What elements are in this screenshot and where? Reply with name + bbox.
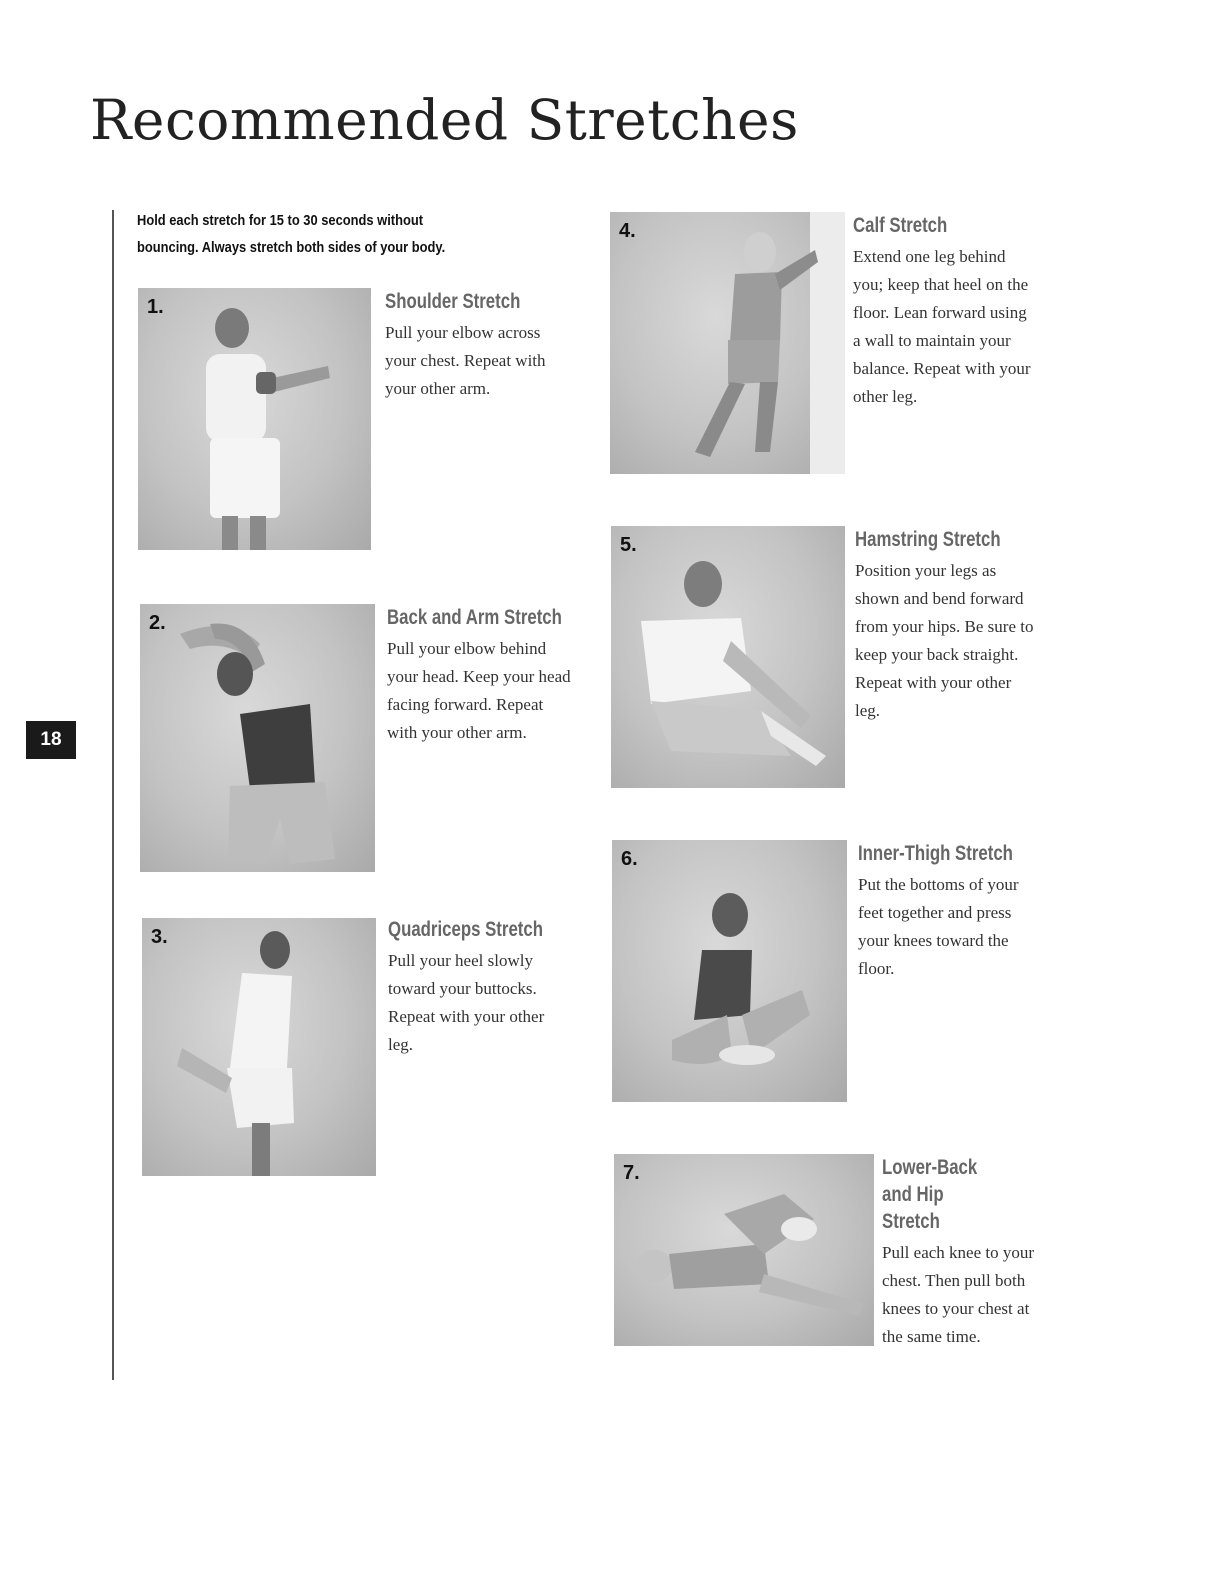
stretch-3-photo	[142, 918, 376, 1176]
stretch-3-number: 3.	[151, 926, 168, 948]
standing-shoulder-stretch-figure	[138, 288, 371, 550]
stretch-1-text: Pull your elbow across your chest. Repeat with your other arm.	[385, 323, 546, 398]
seated-butterfly-stretch-figure	[612, 840, 847, 1102]
stretch-6-text: Put the bottoms of your feet together and press your knees toward the floor.	[858, 875, 1019, 978]
standing-quad-stretch-figure	[142, 918, 376, 1176]
intro-instructions: Hold each stretch for 15 to 30 seconds without bouncing. Always stretch both sides of your body.	[137, 212, 446, 256]
wall-calf-stretch-figure	[610, 212, 845, 474]
seated-hamstring-stretch-figure	[611, 526, 845, 788]
stretch-4-photo	[610, 212, 845, 474]
page-number-tab: 18	[26, 721, 76, 759]
stretch-4-number: 4.	[619, 220, 636, 242]
stretch-7-title: Lower-Back and Hip Stretch	[882, 1156, 978, 1233]
stretch-6-number: 6.	[621, 848, 638, 870]
stretch-6-photo	[612, 840, 847, 1102]
stretch-5-caption	[855, 526, 1040, 725]
stretch-2-title: Back and Arm Stretch	[387, 606, 562, 629]
stretch-2-number: 2.	[149, 612, 166, 634]
stretch-5-photo	[611, 526, 845, 788]
stretch-3-title: Quadriceps Stretch	[388, 918, 543, 941]
stretch-5-title: Hamstring Stretch	[855, 528, 1001, 551]
stretch-2-caption	[387, 604, 572, 747]
stretch-3-text: Pull your heel slowly toward your buttocks. Repeat with your other leg.	[388, 951, 545, 1054]
stretch-2-text: Pull your elbow behind your head. Keep your head facing forward. Repeat with your other arm.	[387, 639, 571, 742]
overhead-arm-stretch-figure	[140, 604, 375, 872]
stretch-4-text: Extend one leg behind you; keep that heel on the floor. Lean forward using a wall to maintain your balance. Repeat with your other leg.	[853, 247, 1031, 406]
stretch-7-number: 7.	[623, 1162, 640, 1184]
stretch-3-caption	[388, 916, 573, 1059]
stretch-7-text: Pull each knee to your chest. Then pull both knees to your chest at the same time.	[882, 1243, 1035, 1346]
margin-rule	[112, 210, 114, 1380]
stretch-6-title: Inner-Thigh Stretch	[858, 842, 1013, 865]
stretch-1-caption	[385, 288, 570, 403]
stretch-6-caption	[858, 840, 1043, 983]
stretch-7-caption	[882, 1154, 1042, 1351]
stretch-7-photo	[614, 1154, 874, 1346]
stretch-4-caption	[853, 212, 1038, 411]
stretch-5-number: 5.	[620, 534, 637, 556]
stretch-4-title: Calf Stretch	[853, 214, 948, 237]
page-title: Recommended Stretches	[90, 88, 799, 152]
stretch-2-photo	[140, 604, 375, 872]
lying-knee-to-chest-figure	[614, 1154, 874, 1346]
stretch-1-number: 1.	[147, 296, 164, 318]
stretch-5-text: Position your legs as shown and bend forward from your hips. Be sure to keep your back straight. Repeat with your other leg.	[855, 561, 1034, 720]
stretch-1-title: Shoulder Stretch	[385, 290, 521, 313]
stretch-1-photo	[138, 288, 371, 550]
